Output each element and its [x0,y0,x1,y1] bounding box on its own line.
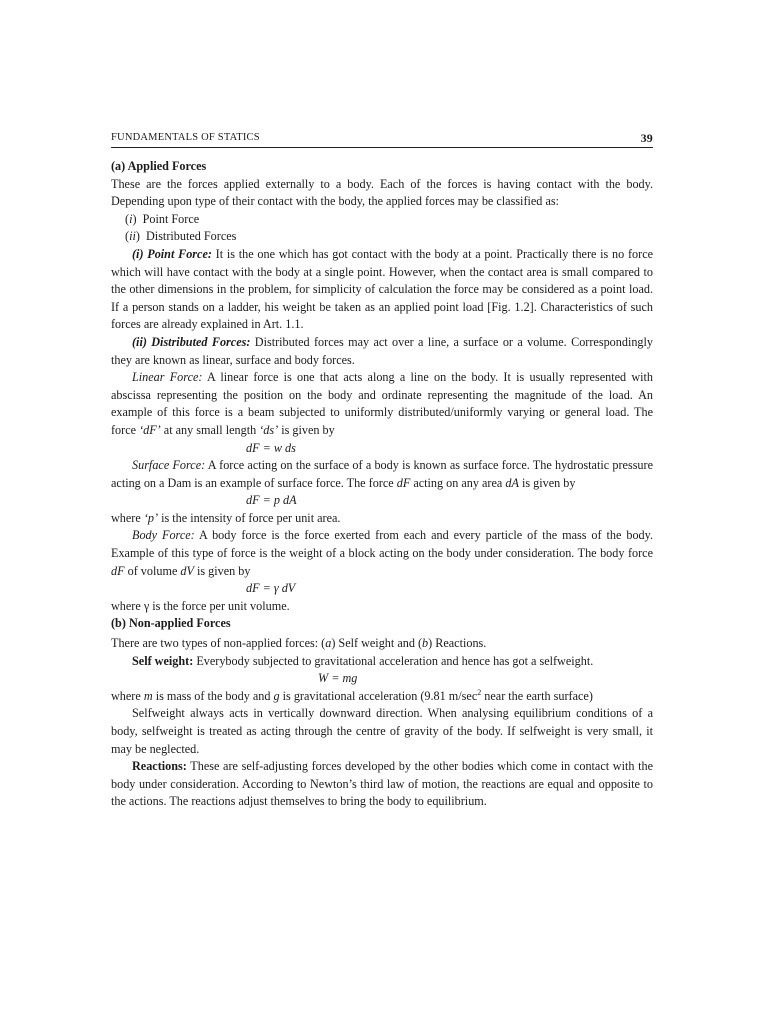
self-weight-paragraph: Self weight: Everybody subjected to gravitational acceleration and hence has got a selfweight. [132,653,594,668]
surface-force-where: where ‘p’ is the intensity of force per unit area. [111,510,341,525]
surface-force-paragraph: Surface Force: A force acting on the surface of a body is known as surface force. The hydrostatic pressure acting on a Dam is an example of surface force. The force dF acting on any area dA is given by [111,458,653,490]
page-body [111,158,653,811]
distributed-forces-paragraph: (ii) Distributed Forces: Distributed forces may act over a line, a surface or a volume. Correspondingly they are known as linear, surface and body forces. [111,334,653,367]
equation-surface-force: dF = p dA [246,493,297,508]
non-applied-intro: There are two types of non-applied forces: (a) Self weight and (b) Reactions. [111,636,487,651]
reactions-paragraph: Reactions: These are self-adjusting forces developed by the other bodies which come in contact with the body under consideration. According to Newton’s third law of motion, the reactions are equal and opposite to the actions. The reactions adjust themselves to bring the body to equilibrium. [111,759,653,809]
running-header [111,132,653,143]
list-item: (i) Point Force [125,211,200,226]
applied-forces-intro: These are the forces applied externally to a body. Each of the forces is having contact with the body. Depending upon type of their contact with the body, the applied forces may be classified as: [111,176,653,209]
self-weight-where: where m is mass of the body and g is gravitational acceleration (9.81 $m/\sec^2$ near the earth surface) [111,687,593,703]
body-force-paragraph: Body Force: A body force is the force exerted from each and every particle of the mass of the body. Example of this type of force is the weight of a block acting on the body under consideration. The body force dF of volume dV is given by [111,528,654,578]
equation-linear-force: dF = w ds [246,440,296,455]
section-heading-applied-forces: (a) Applied Forces [111,159,207,173]
body-force-where: where γ is the force per unit volume. [111,598,290,613]
linear-force-paragraph: Linear Force: A linear force is one that acts along a line on the body. It is usually represented with abscissa representing the position on the body and ordinate representing the magnitude of the load. An example of this force is a beam subjected to uniformly distributed/uniformly varying or general load. The force ‘dF’ at any small length ‘ds’ is given by [111,370,653,437]
section-heading-non-applied-forces: (b) Non-applied Forces [111,616,231,631]
chapter-title: FUNDAMENTALS OF STATICS [111,132,260,143]
header-rule [111,147,653,148]
page-number: 39 [640,131,653,145]
equation-body-force: dF = γ dV [246,581,296,596]
self-weight-direction-paragraph: Selfweight always acts in vertically downward direction. When analysing equilibrium conditions of a body, selfweight is treated as acting through the centre of gravity of the body. If selfweight is very small, it may be neglected. [111,706,653,756]
list-item: (ii) Distributed Forces [125,229,237,244]
point-force-paragraph: (i) Point Force: It is the one which has got contact with the body at a point. Practically there is no force which will have contact with the body at a single point. However, when the contact area is small compared to the other dimensions in the problem, for simplicity of calculation the force may be considered as a point load. If a person stands on a ladder, his weight be taken as an applied point load [Fig. 1.2]. Characteristics of such forces are already explained in Art. 1.1. [111,246,654,332]
equation-self-weight: W = mg [318,671,358,686]
